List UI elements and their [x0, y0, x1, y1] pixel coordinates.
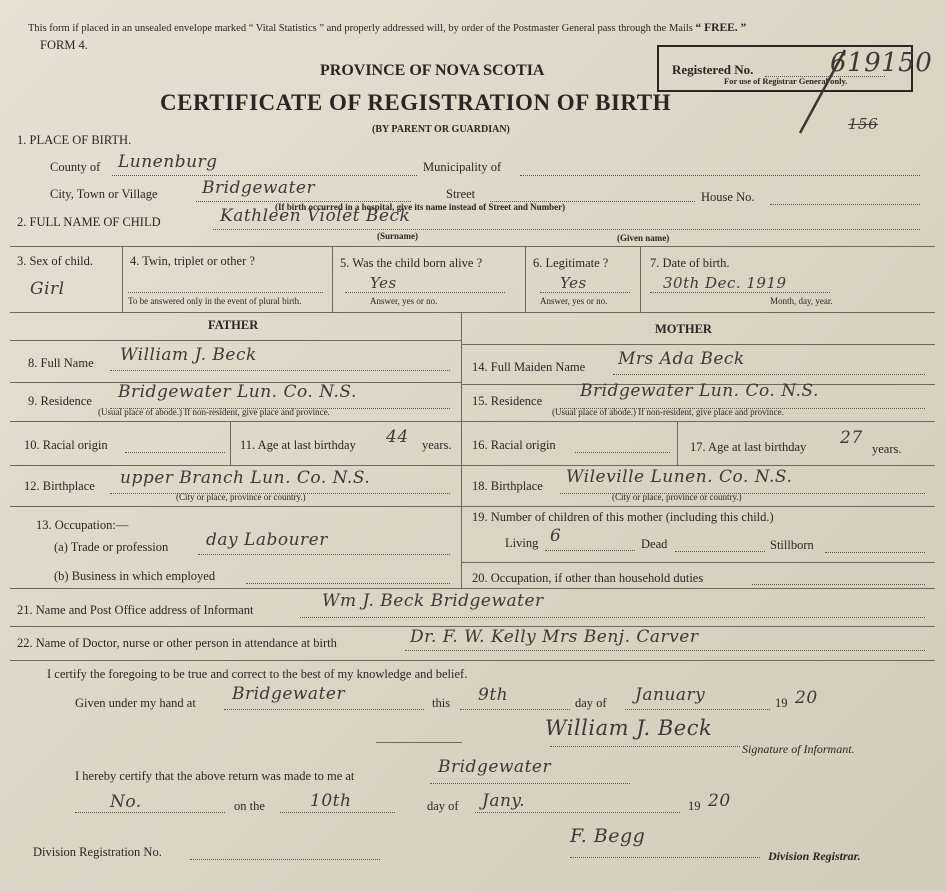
father-name-value: William J. Beck: [120, 345, 257, 365]
father-residence-label: 9. Residence: [28, 394, 92, 408]
sex-label: 3. Sex of child.: [17, 254, 94, 268]
division-registration-label: Division Registration No.: [33, 845, 162, 859]
given-under-label: Given under my hand at: [75, 696, 196, 710]
surname-note: (Surname): [377, 231, 418, 241]
mother-birthplace-note: (City or place, province or country.): [612, 492, 742, 502]
father-birthplace-value: upper Branch Lun. Co. N.S.: [120, 468, 371, 488]
father-heading: FATHER: [208, 318, 259, 332]
registrar-signature: F. Begg: [570, 825, 646, 847]
registered-label: Registered No.: [672, 62, 754, 77]
on-year-value: 20: [708, 791, 731, 811]
legitimate-label: 6. Legitimate ?: [533, 256, 609, 270]
mother-occupation-label: 20. Occupation, if other than household duties: [472, 571, 704, 585]
given-at-value: Bridgewater: [232, 684, 346, 704]
mother-residence-label: 15. Residence: [472, 394, 543, 408]
mother-heading: MOTHER: [655, 322, 712, 336]
informant-label: 21. Name and Post Office address of Informant: [17, 603, 254, 617]
form-number: FORM 4.: [40, 38, 88, 52]
mother-residence-note: (Usual place of abode.) If non-resident, give place and province.: [552, 407, 784, 417]
mailing-notice: [28, 22, 746, 34]
city-label: City, Town or Village: [50, 187, 158, 201]
mother-name-label: 14. Full Maiden Name: [472, 360, 586, 374]
trade-label: (a) Trade or profession: [54, 540, 169, 554]
father-birthplace-label: 12. Birthplace: [24, 479, 95, 493]
on-the-label: on the: [234, 799, 265, 813]
stillborn-label: Stillborn: [770, 538, 814, 552]
father-birthplace-note: (City or place, province or country.): [176, 492, 306, 502]
county-value: Lunenburg: [118, 152, 218, 172]
dead-label: Dead: [641, 537, 668, 551]
father-residence-note: (Usual place of abode.) If non-resident, give place and province.: [98, 407, 330, 417]
father-name-label: 8. Full Name: [28, 356, 94, 370]
certify-statement: I certify the foregoing to be true and correct to the best of my knowledge and belief.: [47, 667, 468, 681]
hospital-note: (If birth occurred in a hospital, give its name instead of Street and Number): [275, 202, 566, 212]
mother-residence-value: Bridgewater Lun. Co. N.S.: [580, 381, 819, 401]
on-day-value: 10th: [310, 791, 352, 811]
living-label: Living: [505, 536, 539, 550]
page-subtitle: (BY PARENT OR GUARDIAN): [372, 124, 510, 135]
child-name-value: Kathleen Violet Beck: [220, 206, 411, 226]
on-day-of-label: day of: [427, 799, 459, 813]
father-racial-label: 10. Racial origin: [24, 438, 108, 452]
doctor-value: Dr. F. W. Kelly Mrs Benj. Carver: [410, 627, 699, 647]
province-heading: PROVINCE OF NOVA SCOTIA: [320, 62, 545, 79]
free-notice: “ FREE. ”: [695, 22, 747, 34]
trade-value: day Labourer: [206, 530, 328, 550]
mother-age-value: 27: [840, 428, 863, 448]
on-year-prefix: 19: [688, 799, 701, 813]
dob-value: 30th Dec. 1919: [663, 274, 787, 292]
living-value: 6: [550, 526, 562, 546]
business-label: (b) Business in which employed: [54, 569, 216, 583]
municipality-label: Municipality of: [423, 160, 502, 174]
given-year-prefix: 19: [775, 696, 788, 710]
struck-number: 156: [848, 115, 879, 133]
registration-stroke: [790, 45, 850, 140]
given-year-value: 20: [795, 688, 818, 708]
twin-label: 4. Twin, triplet or other ?: [130, 254, 255, 268]
mailing-notice-text: This form if placed in an unsealed envelope marked “ Vital Statistics ” and properly addressed will, by order of the Postmaster General pass through the Mails: [28, 23, 693, 34]
mother-name-value: Mrs Ada Beck: [618, 349, 745, 369]
twin-note: To be answered only in the event of plural birth.: [128, 296, 302, 306]
county-label: County of: [50, 160, 101, 174]
day-of-label: day of: [575, 696, 607, 710]
given-name-note: (Given name): [617, 233, 670, 243]
registered-number: 619150: [830, 48, 933, 78]
legitimate-value: Yes: [560, 274, 587, 292]
given-day-value: 9th: [478, 685, 509, 705]
mother-age-label: 17. Age at last birthday: [690, 440, 807, 454]
house-number-label: House No.: [701, 190, 755, 204]
informant-value: Wm J. Beck Bridgewater: [322, 591, 544, 611]
father-age-label: 11. Age at last birthday: [240, 438, 356, 452]
place-of-birth-label: 1. PLACE OF BIRTH.: [17, 133, 132, 147]
doctor-label: 22. Name of Doctor, nurse or other person in attendance at birth: [17, 636, 337, 650]
full-name-label: 2. FULL NAME OF CHILD: [17, 215, 161, 229]
mother-birthplace-label: 18. Birthplace: [472, 479, 543, 493]
occupation-label: 13. Occupation:—: [36, 518, 129, 532]
mother-racial-label: 16. Racial origin: [472, 438, 556, 452]
father-age-value: 44: [386, 427, 409, 447]
mother-years-label: years.: [872, 442, 902, 456]
city-value: Bridgewater: [202, 178, 316, 198]
division-registrar-label: Division Registrar.: [768, 849, 861, 863]
mother-birthplace-value: Wileville Lunen. Co. N.S.: [566, 467, 793, 487]
children-count-label: 19. Number of children of this mother (including this child.): [472, 510, 774, 524]
signature-of-informant-label: Signature of Informant.: [742, 742, 855, 756]
registration-number-prefix: No.: [110, 792, 142, 812]
certify-return-label: I hereby certify that the above return was made to me at: [75, 769, 355, 783]
page-title: CERTIFICATE OF REGISTRATION OF BIRTH: [160, 90, 671, 115]
informant-signature: William J. Beck: [545, 716, 713, 740]
sex-value: Girl: [30, 279, 65, 299]
dob-note: Month, day, year.: [770, 296, 833, 306]
father-years-label: years.: [422, 438, 452, 452]
legitimate-note: Answer, yes or no.: [540, 296, 608, 306]
on-month-value: Jany.: [482, 791, 526, 811]
father-residence-value: Bridgewater Lun. Co. N.S.: [118, 382, 357, 402]
made-at-value: Bridgewater: [438, 757, 552, 777]
this-label: this: [432, 696, 451, 710]
born-alive-label: 5. Was the child born alive ?: [340, 256, 483, 270]
dob-label: 7. Date of birth.: [650, 256, 730, 270]
street-label: Street: [446, 187, 476, 201]
born-alive-value: Yes: [370, 274, 397, 292]
registered-note: For use of Registrar General only.: [724, 76, 848, 86]
born-alive-note: Answer, yes or no.: [370, 296, 438, 306]
given-month-value: January: [635, 685, 706, 705]
